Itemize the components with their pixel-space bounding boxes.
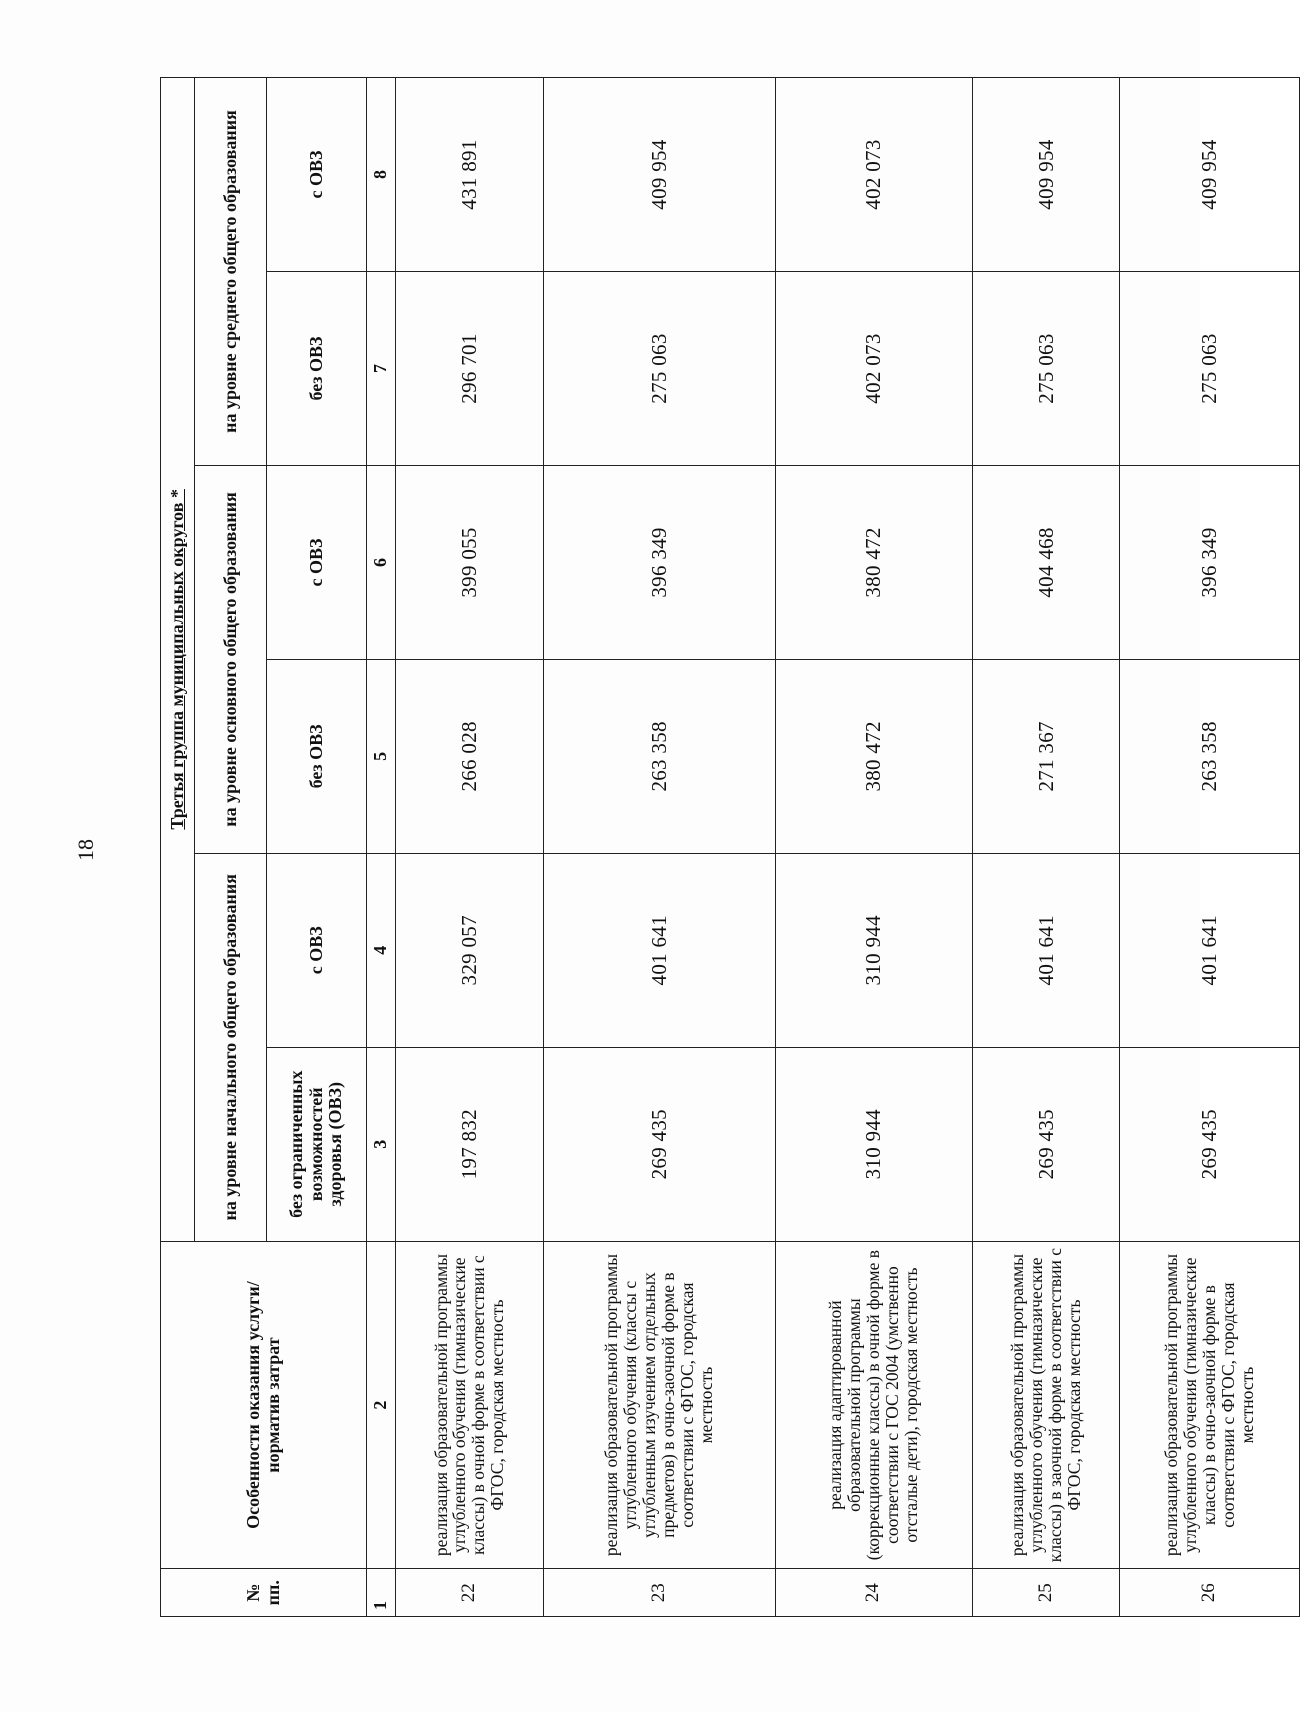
cost-value: 402 073: [775, 272, 972, 466]
header-row-number: № пп.: [161, 1569, 367, 1617]
column-number-row: [367, 78, 396, 1617]
cost-value: 310 944: [775, 853, 972, 1047]
service-description: реализация образовательной программы углубленного обучения (гимназические классы) в очно-заочной форме в соответствии с ФГОС, городская местность: [1120, 1241, 1300, 1569]
row-number: 26: [1120, 1569, 1300, 1617]
header-level-primary: на уровне начального общего образования: [195, 853, 267, 1241]
cost-value: 275 063: [543, 272, 775, 466]
table-row: [775, 78, 972, 1617]
service-description: реализация образовательной программы углубленного обучения (гимназические классы) в очной форме в соответствии с ФГОС, городская местность: [396, 1241, 544, 1569]
cost-value: 275 063: [972, 272, 1120, 466]
cost-value: 404 468: [972, 465, 1120, 659]
cost-value: 275 063: [1120, 272, 1300, 466]
row-number: 25: [972, 1569, 1120, 1617]
header-level-basic: на уровне основного общего образования: [195, 465, 267, 853]
cost-value: 409 954: [1120, 78, 1300, 272]
cost-value: 269 435: [543, 1047, 775, 1241]
cost-value: 296 701: [396, 272, 544, 466]
column-number: 4: [367, 853, 396, 1047]
cost-value: 269 435: [972, 1047, 1120, 1241]
column-number: 5: [367, 659, 396, 853]
cost-value: 263 358: [543, 659, 775, 853]
cost-value: 401 641: [543, 853, 775, 1047]
header-level-secondary: на уровне среднего общего образования: [195, 78, 267, 466]
column-number: 2: [367, 1241, 396, 1569]
table-row: [543, 78, 775, 1617]
row-number: 23: [543, 1569, 775, 1617]
table-row: [1120, 78, 1300, 1617]
column-number: 3: [367, 1047, 396, 1241]
service-description: реализация адаптированной образовательной программы (коррекционные классы) в очной форме в соответствии с ГОС 2004 (умственно отсталые дети), городская местность: [775, 1241, 972, 1569]
cost-value: 409 954: [972, 78, 1120, 272]
column-number: 7: [367, 272, 396, 466]
row-number: 24: [775, 1569, 972, 1617]
cost-norms-table: [160, 77, 1300, 1617]
cost-value: 271 367: [972, 659, 1120, 853]
cost-value: 380 472: [775, 465, 972, 659]
row-number: 22: [396, 1569, 544, 1617]
cost-value: 401 641: [1120, 853, 1300, 1047]
service-description: реализация образовательной программы углубленного обучения (гимназические классы) в заочной форме в соответствии с ФГОС, городская местность: [972, 1241, 1120, 1569]
column-number: 8: [367, 78, 396, 272]
column-number: 6: [367, 465, 396, 659]
subheader-basic-without-ovz: без ОВЗ: [267, 659, 367, 853]
subheader-secondary-without-ovz: без ОВЗ: [267, 272, 367, 466]
cost-value: 197 832: [396, 1047, 544, 1241]
table-row: [396, 78, 544, 1617]
cost-value: 401 641: [972, 853, 1120, 1047]
cost-value: 396 349: [1120, 465, 1300, 659]
header-service-description: Особенности оказания услуги/норматив затрат: [161, 1241, 367, 1569]
cost-value: 431 891: [396, 78, 544, 272]
subheader-primary-without-ovz: без ограниченных возможностей здоровья (ОВЗ): [267, 1047, 367, 1241]
cost-value: 269 435: [1120, 1047, 1300, 1241]
service-description: реализация образовательной программы углубленного обучения (классы с углубленным изучением отдельных предметов) в очно-заочной форме в соответствии с ФГОС, городская местность: [543, 1241, 775, 1569]
cost-value: 263 358: [1120, 659, 1300, 853]
cost-value: 329 057: [396, 853, 544, 1047]
table-row: [972, 78, 1120, 1617]
page-number: 18: [73, 839, 98, 861]
subheader-primary-with-ovz: с ОВЗ: [267, 853, 367, 1047]
cost-value: 402 073: [775, 78, 972, 272]
cost-value: 409 954: [543, 78, 775, 272]
cost-value: 266 028: [396, 659, 544, 853]
cost-value: 310 944: [775, 1047, 972, 1241]
header-municipal-group-text: Третья группа муниципальных округов *: [166, 489, 187, 830]
subheader-basic-with-ovz: с ОВЗ: [267, 465, 367, 659]
cost-value: 399 055: [396, 465, 544, 659]
cost-value: 380 472: [775, 659, 972, 853]
cost-table-container: [160, 77, 1300, 1617]
header-municipal-group: [161, 78, 195, 1242]
subheader-secondary-with-ovz: с ОВЗ: [267, 78, 367, 272]
column-number: 1: [367, 1569, 396, 1617]
cost-value: 396 349: [543, 465, 775, 659]
